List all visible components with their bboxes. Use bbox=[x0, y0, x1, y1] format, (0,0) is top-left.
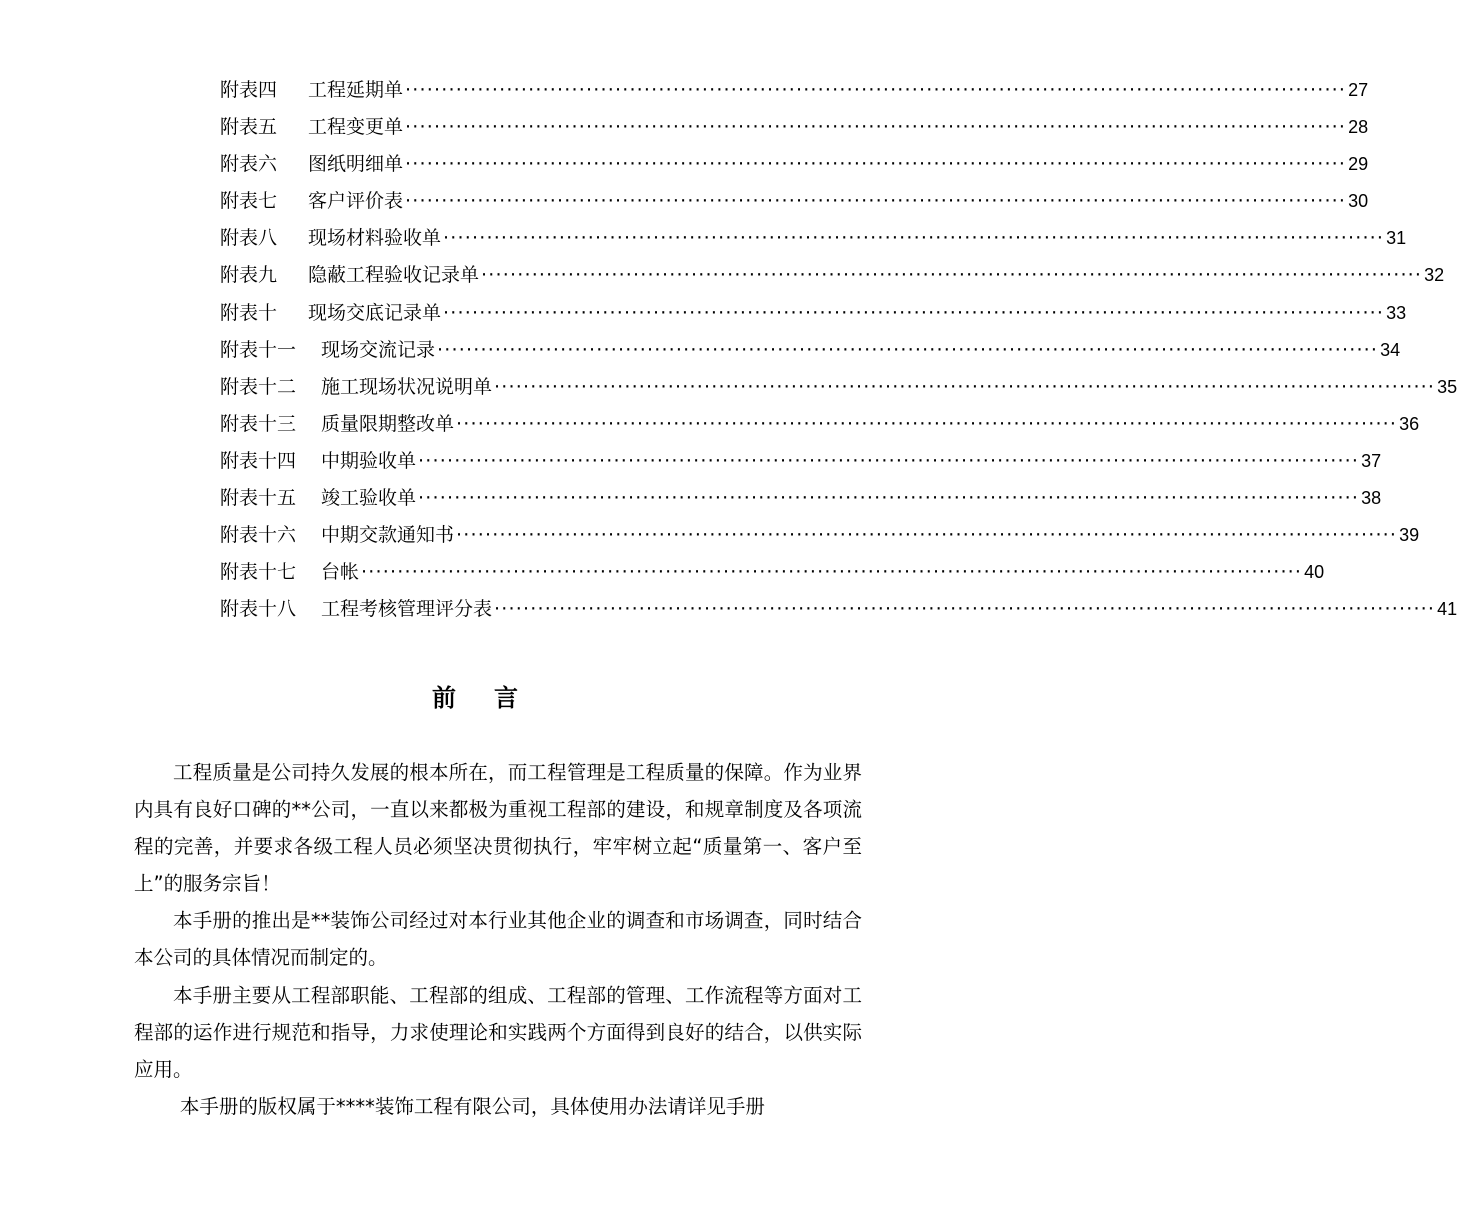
toc-entry-label: 附表十七 bbox=[220, 561, 297, 584]
toc-entry[interactable] bbox=[220, 480, 1382, 517]
toc-entry[interactable] bbox=[220, 183, 1369, 220]
toc-entry-label: 附表十八 bbox=[220, 598, 297, 621]
toc-dot-leader: ·································································································································· bbox=[456, 524, 1398, 547]
toc-entry-page: 40 bbox=[1304, 562, 1325, 583]
toc-dot-leader: ·································································································································· bbox=[494, 598, 1436, 621]
toc-dot-leader: ·································································································································· bbox=[361, 561, 1303, 584]
toc-entry[interactable] bbox=[220, 257, 1445, 294]
toc-entry-label: 附表十六 bbox=[220, 524, 297, 547]
toc-entry-page: 35 bbox=[1437, 376, 1457, 397]
toc-dot-leader: ·································································································································· bbox=[443, 227, 1385, 250]
toc-entry-page: 32 bbox=[1424, 265, 1445, 286]
toc-entry[interactable] bbox=[220, 517, 1420, 554]
toc-entry[interactable] bbox=[220, 332, 1401, 369]
toc-entry-label: 附表九 bbox=[220, 264, 278, 287]
toc-entry-page: 30 bbox=[1348, 191, 1369, 212]
toc-entry-title: 图纸明细单 bbox=[308, 153, 404, 176]
toc-dot-leader: ·································································································································· bbox=[443, 301, 1385, 324]
toc-entry[interactable] bbox=[220, 443, 1382, 480]
toc-entry-page: 33 bbox=[1386, 302, 1407, 323]
toc-entry[interactable] bbox=[220, 295, 1407, 332]
toc-dot-leader: ·································································································································· bbox=[456, 412, 1398, 435]
toc-entry-label: 附表十四 bbox=[220, 449, 297, 472]
toc-entry-page: 27 bbox=[1348, 80, 1369, 100]
toc-entry-label: 附表十二 bbox=[220, 375, 297, 398]
preface-paragraph: 本手册的版权属于****装饰工程有限公司，具体使用办法请详见手册 bbox=[179, 1094, 765, 1118]
toc-entry-title: 客户评价表 bbox=[308, 190, 404, 213]
toc-entry-label: 附表十一 bbox=[220, 338, 297, 361]
toc-entry-title: 中期验收单 bbox=[321, 449, 417, 472]
preface-body bbox=[134, 754, 862, 1125]
toc-entry-title: 质量限期整改单 bbox=[321, 412, 455, 435]
preface-heading: 前言 bbox=[432, 684, 556, 712]
toc-dot-leader: ·································································································································· bbox=[405, 79, 1347, 101]
toc-entry-label: 附表六 bbox=[220, 153, 278, 176]
toc-entry-title: 竣工验收单 bbox=[321, 487, 417, 510]
toc-entry[interactable] bbox=[220, 554, 1325, 591]
toc-entry-page: 41 bbox=[1437, 599, 1457, 620]
toc-entry-title: 中期交款通知书 bbox=[321, 524, 455, 547]
toc-entry[interactable] bbox=[220, 109, 1369, 146]
toc-entry[interactable] bbox=[220, 220, 1407, 257]
preface-paragraph: 工程质量是公司持久发展的根本所在，而工程管理是工程质量的保障。作为业界内具有良好口碑的**公司，一直以来都极为重视工程部的建设，和规章制度及各项流程的完善，并要求各级工程人员必须坚决贯彻执行，牢牢树立起“质量第一、客户至上”的服务宗旨！ bbox=[134, 761, 862, 896]
toc-entry-label: 附表十三 bbox=[220, 412, 297, 435]
toc-entry-label: 附表四 bbox=[220, 79, 278, 101]
toc-entry-label: 附表八 bbox=[220, 227, 278, 250]
toc-entry[interactable] bbox=[220, 146, 1369, 183]
toc-dot-leader: ·································································································································· bbox=[437, 338, 1379, 361]
toc-dot-leader: ·································································································································· bbox=[405, 153, 1347, 176]
toc-dot-leader: ·································································································································· bbox=[481, 264, 1423, 287]
toc-entry-title: 现场交底记录单 bbox=[308, 301, 442, 324]
toc-entry-label: 附表五 bbox=[220, 116, 278, 139]
toc-entry-page: 37 bbox=[1361, 450, 1382, 471]
toc-entry[interactable] bbox=[220, 369, 1457, 406]
toc-dot-leader: ·································································································································· bbox=[405, 116, 1347, 139]
toc-entry-title: 现场交流记录 bbox=[321, 338, 436, 361]
toc-dot-leader: ·································································································································· bbox=[418, 449, 1360, 472]
toc-entry-page: 31 bbox=[1386, 228, 1407, 249]
toc-entry-title: 工程考核管理评分表 bbox=[321, 598, 493, 621]
toc-entry-page: 29 bbox=[1348, 154, 1369, 175]
toc-entry-title: 隐蔽工程验收记录单 bbox=[308, 264, 480, 287]
toc-entry-page: 34 bbox=[1380, 339, 1401, 360]
toc-entry[interactable] bbox=[220, 72, 1369, 109]
preface-paragraph: 本手册的推出是**装饰公司经过对本行业其他企业的调查和市场调查，同时结合本公司的具体情况而制定的。 bbox=[134, 909, 862, 970]
toc-entry-page: 39 bbox=[1399, 525, 1420, 546]
toc-dot-leader: ·································································································································· bbox=[405, 190, 1347, 213]
toc-entry-page: 38 bbox=[1361, 488, 1382, 509]
toc-entry-label: 附表十五 bbox=[220, 487, 297, 510]
toc-entry-title: 台帐 bbox=[321, 561, 360, 584]
toc-entry-title: 工程延期单 bbox=[308, 79, 404, 101]
toc-dot-leader: ·································································································································· bbox=[418, 487, 1360, 510]
toc-entry-page: 36 bbox=[1399, 413, 1420, 434]
toc-entry-label: 附表七 bbox=[220, 190, 278, 213]
toc-entry[interactable] bbox=[220, 406, 1420, 443]
table-of-contents bbox=[220, 72, 1457, 628]
toc-entry-title: 施工现场状况说明单 bbox=[321, 375, 493, 398]
toc-entry-title: 工程变更单 bbox=[308, 116, 404, 139]
preface-paragraph: 本手册主要从工程部职能、工程部的组成、工程部的管理、工作流程等方面对工程部的运作进行规范和指导，力求使理论和实践两个方面得到良好的结合，以供实际应用。 bbox=[134, 983, 862, 1081]
toc-entry-page: 28 bbox=[1348, 117, 1369, 138]
toc-entry-label: 附表十 bbox=[220, 301, 278, 324]
toc-dot-leader: ·································································································································· bbox=[494, 375, 1436, 398]
toc-entry[interactable] bbox=[220, 591, 1457, 628]
toc-entry-title: 现场材料验收单 bbox=[308, 227, 442, 250]
